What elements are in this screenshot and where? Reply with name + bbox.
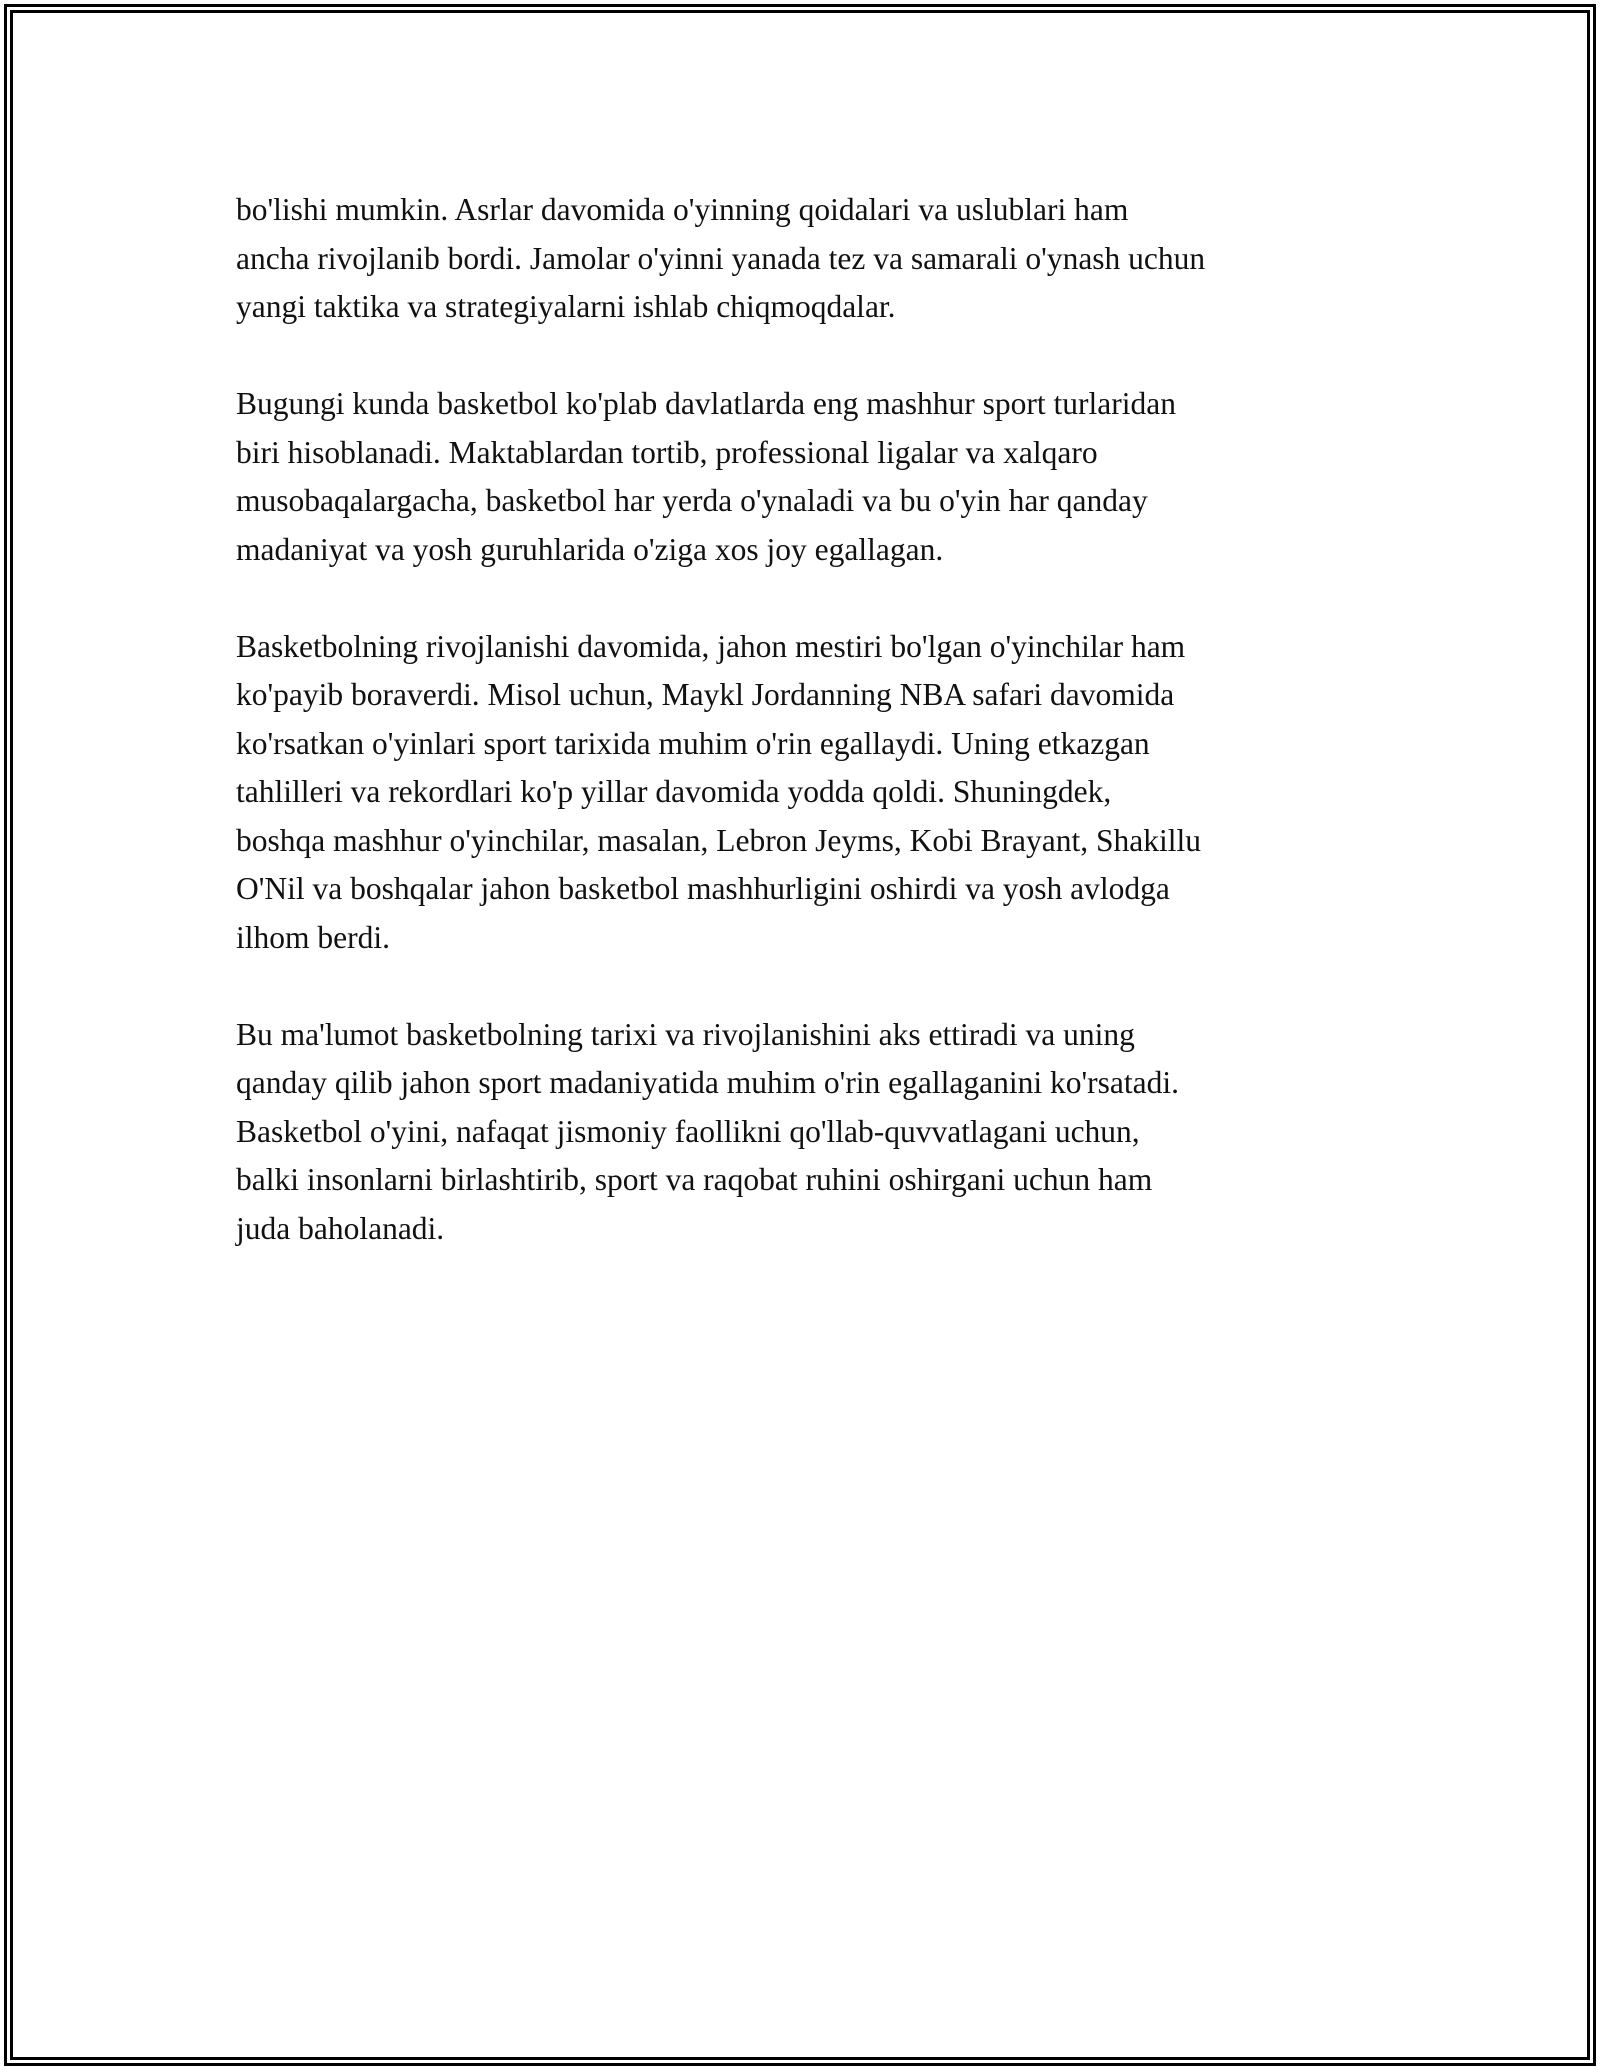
- document-body: [236, 186, 1396, 1302]
- paragraph-2: Bugungi kunda basketbol ko'plab davlatlarda eng mashhur sport turlaridan biri hisoblanadi. Maktablardan tortib, professional ligalar va xalqaro musobaqalargacha, basketbol har yerda o'ynaladi va bu o'yin har qanday madaniyat va yosh guruhlarida o'ziga xos joy egallagan.: [236, 386, 1176, 567]
- paragraph-1: bo'lishi mumkin. Asrlar davomida o'yinning qoidalari va uslublari ham ancha rivojlanib bordi. Jamolar o'yinni yanada tez va samarali o'ynash uchun yangi taktika va strategiyalarni ishlab chiqmoqdalar.: [236, 192, 1206, 324]
- paragraph-3: Basketbolning rivojlanishi davomida, jahon mestiri bo'lgan o'yinchilar ham ko'payib boraverdi. Misol uchun, Maykl Jordanning NBA safari davomida ko'rsatkan o'yinlari sport tarixida muhim o'rin egallaydi. Uning etkazgan tahlilleri va rekordlari ko'p yillar davomida yodda qoldi. Shuningdek, boshqa mashhur o'yinchilar, masalan, Lebron Jeyms, Kobi Brayant, Shakillu O'Nil va boshqalar jahon basketbol mashhurligini oshirdi va yosh avlodga ilhom berdi.: [236, 628, 1201, 955]
- paragraph-4: Bu ma'lumot basketbolning tarixi va rivojlanishini aks ettiradi va uning qanday qilib jahon sport madaniyatida muhim o'rin egallaganini ko'rsatadi. Basketbol o'yini, nafaqat jismoniy faollikni qo'llab-quvvatlagani uchun, balki insonlarni birlashtirib, sport va raqobat ruhini oshirgani uchun ham juda baholanadi.: [236, 1016, 1180, 1246]
